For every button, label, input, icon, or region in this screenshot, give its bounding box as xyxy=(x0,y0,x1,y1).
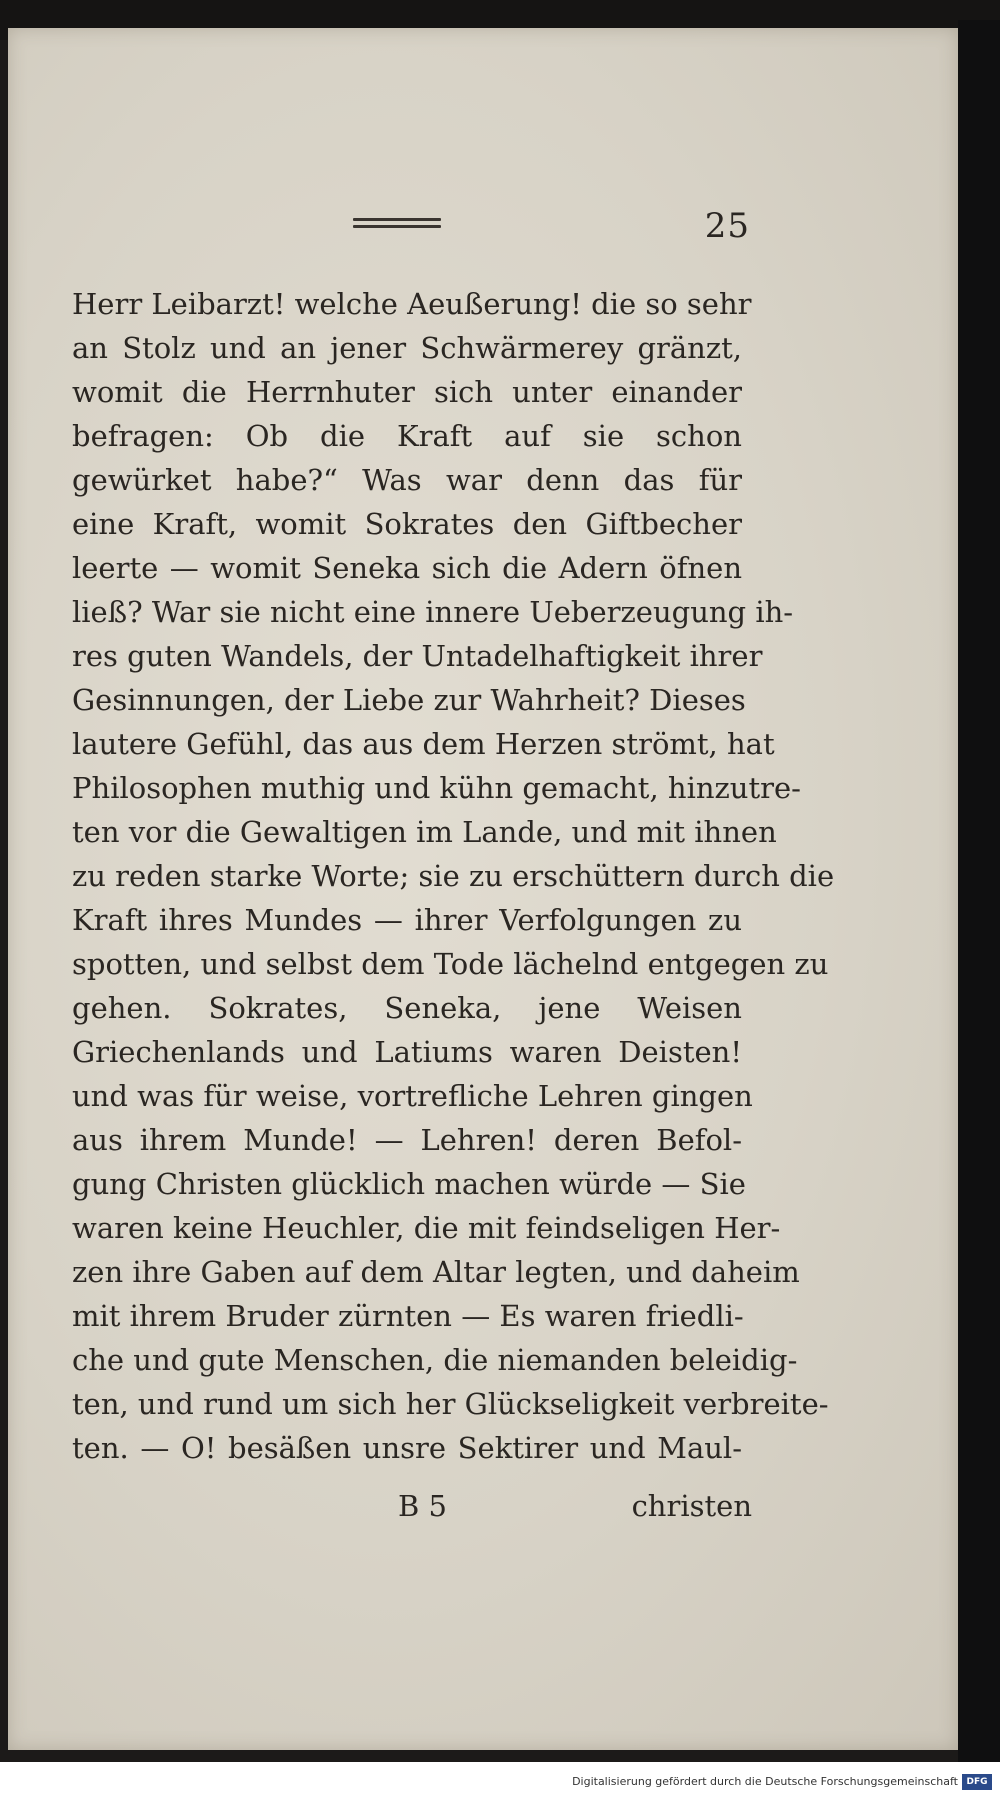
scan-right-border xyxy=(958,20,1000,1762)
catchword: christen xyxy=(631,1489,752,1523)
text-line: aus ihrem Munde! — Lehren! deren Befol- xyxy=(72,1123,742,1157)
text-line: lautere Gefühl, das aus dem Herzen strömt, hat xyxy=(72,727,775,761)
text-line: Herr Leibarzt! welche Aeußerung! die so sehr xyxy=(72,287,752,321)
text-line: leerte — womit Seneka sich die Adern öfnen xyxy=(72,551,742,585)
text-line: che und gute Menschen, die niemanden beleidig- xyxy=(72,1343,798,1377)
text-line: zen ihre Gaben auf dem Altar legten, und daheim xyxy=(72,1255,800,1289)
text-line: ten, und rund um sich her Glückseligkeit verbreite- xyxy=(72,1387,829,1421)
header-ornament-rule xyxy=(353,218,441,235)
dfg-logo-icon: DFG xyxy=(962,1774,992,1790)
text-line: eine Kraft, womit Sokrates den Giftbecher xyxy=(72,507,742,541)
body-text xyxy=(72,282,835,1470)
text-line: ten. — O! besäßen unsre Sektirer und Maul- xyxy=(72,1431,742,1465)
page-number: 25 xyxy=(704,206,750,246)
text-line: an Stolz und an jener Schwärmerey gränzt, xyxy=(72,331,742,365)
text-line: Philosophen muthig und kühn gemacht, hinzutre- xyxy=(72,771,801,805)
digitization-credit: Digitalisierung gefördert durch die Deutsche Forschungsgemeinschaft xyxy=(572,1775,958,1788)
text-line: mit ihrem Bruder zürnten — Es waren friedli- xyxy=(72,1299,744,1333)
text-line: ten vor die Gewaltigen im Lande, und mit ihnen xyxy=(72,815,777,849)
text-line: res guten Wandels, der Untadelhaftigkeit ihrer xyxy=(72,639,763,673)
text-line: und was für weise, vortrefliche Lehren gingen xyxy=(72,1079,753,1113)
text-line: spotten, und selbst dem Tode lächelnd entgegen zu xyxy=(72,947,829,981)
page-foot xyxy=(72,1484,752,1528)
text-line: gung Christen glücklich machen würde — Sie xyxy=(72,1167,746,1201)
text-line: gewürket habe?“ Was war denn das für xyxy=(72,463,742,497)
text-line: waren keine Heuchler, die mit feindseligen Her- xyxy=(72,1211,781,1245)
digitization-footer xyxy=(0,1762,1000,1802)
text-line: Gesinnungen, der Liebe zur Wahrheit? Dieses xyxy=(72,683,746,717)
text-line: ließ? War sie nicht eine innere Ueberzeugung ih- xyxy=(72,595,794,629)
signature-mark: B 5 xyxy=(398,1489,447,1523)
text-line: Griechenlands und Latiums waren Deisten! xyxy=(72,1035,742,1069)
text-line: Kraft ihres Mundes — ihrer Verfolgungen zu xyxy=(72,903,742,937)
text-line: gehen. Sokrates, Seneka, jene Weisen xyxy=(72,991,742,1025)
text-line: womit die Herrnhuter sich unter einander xyxy=(72,375,742,409)
text-line: zu reden starke Worte; sie zu erschüttern durch die xyxy=(72,859,835,893)
text-line: befragen: Ob die Kraft auf sie schon xyxy=(72,419,742,453)
